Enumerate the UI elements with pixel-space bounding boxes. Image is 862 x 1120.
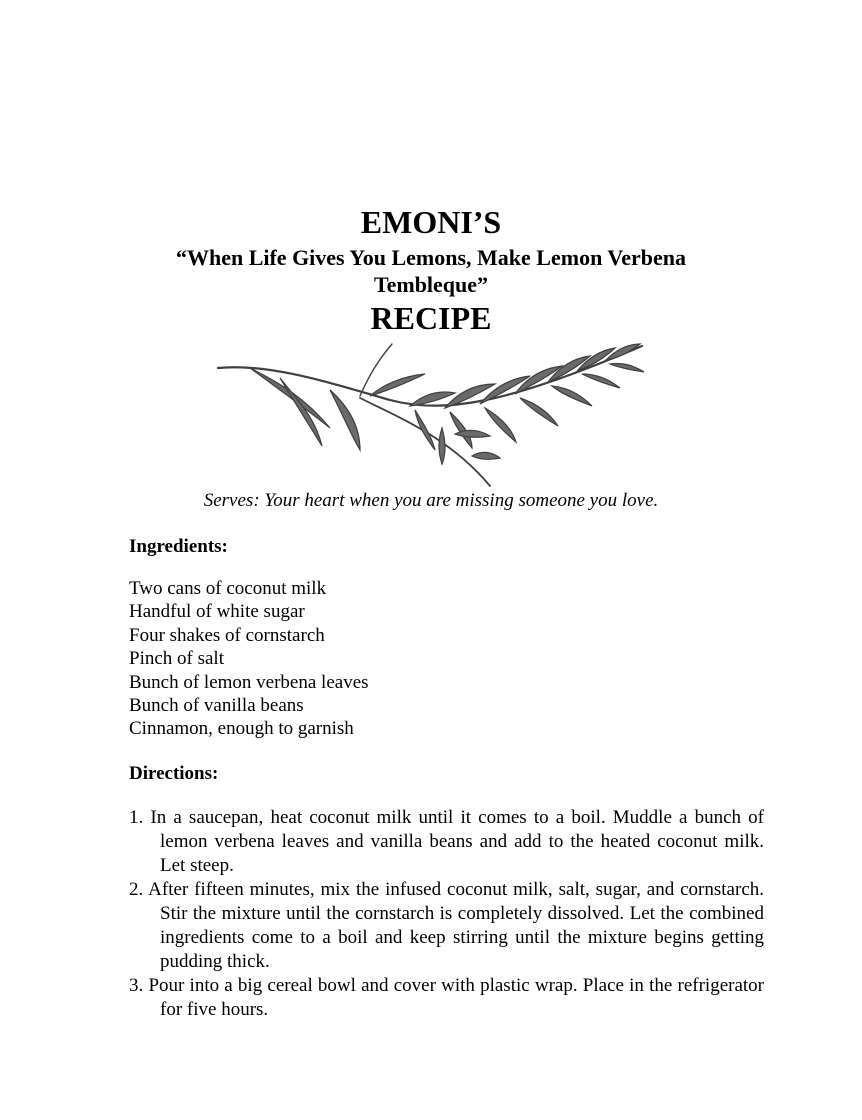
lemon-verbena-sprig-icon bbox=[210, 338, 655, 488]
recipe-label: RECIPE bbox=[370, 300, 492, 336]
ingredient-item: Bunch of lemon verbena leaves bbox=[129, 671, 369, 693]
step-number: 2. bbox=[129, 879, 144, 900]
direction-step bbox=[129, 878, 764, 974]
ingredients-heading: Ingredients: bbox=[129, 536, 228, 557]
ingredients-list bbox=[129, 577, 369, 741]
ingredient-item: Four shakes of cornstarch bbox=[129, 624, 325, 646]
directions-heading: Directions: bbox=[129, 763, 219, 784]
ingredient-item: Handful of white sugar bbox=[129, 601, 305, 623]
ingredient-item: Bunch of vanilla beans bbox=[129, 695, 304, 717]
step-number: 1. bbox=[129, 807, 144, 828]
step-text: Pour into a big cereal bowl and cover with plastic wrap. Place in the refrigerator for five hours. bbox=[148, 975, 765, 1020]
step-text: In a saucepan, heat coconut milk until it comes to a boil. Muddle a bunch of lemon verbena leaves and vanilla beans and add to the heated coconut milk. Let steep. bbox=[150, 807, 765, 876]
serves-line: Serves: Your heart when you are missing someone you love. bbox=[203, 490, 659, 511]
direction-step bbox=[129, 806, 764, 878]
page-title: EMONI’S bbox=[360, 204, 502, 240]
direction-step bbox=[129, 974, 764, 1022]
directions-list bbox=[129, 806, 764, 1022]
ingredient-item: Pinch of salt bbox=[129, 648, 224, 670]
ingredient-item: Cinnamon, enough to garnish bbox=[129, 718, 354, 740]
recipe-subtitle: “When Life Gives You Lemons, Make Lemon Verbena Tembleque” bbox=[175, 245, 687, 297]
ingredient-item: Two cans of coconut milk bbox=[129, 578, 327, 599]
step-number: 3. bbox=[129, 975, 144, 996]
step-text: After fifteen minutes, mix the infused coconut milk, salt, sugar, and cornstarch. Stir the mixture until the cornstarch is completely dissolved. Let the combined ingredients come to a boil and keep stirring until the mixture begins getting pudding thick. bbox=[148, 879, 764, 972]
